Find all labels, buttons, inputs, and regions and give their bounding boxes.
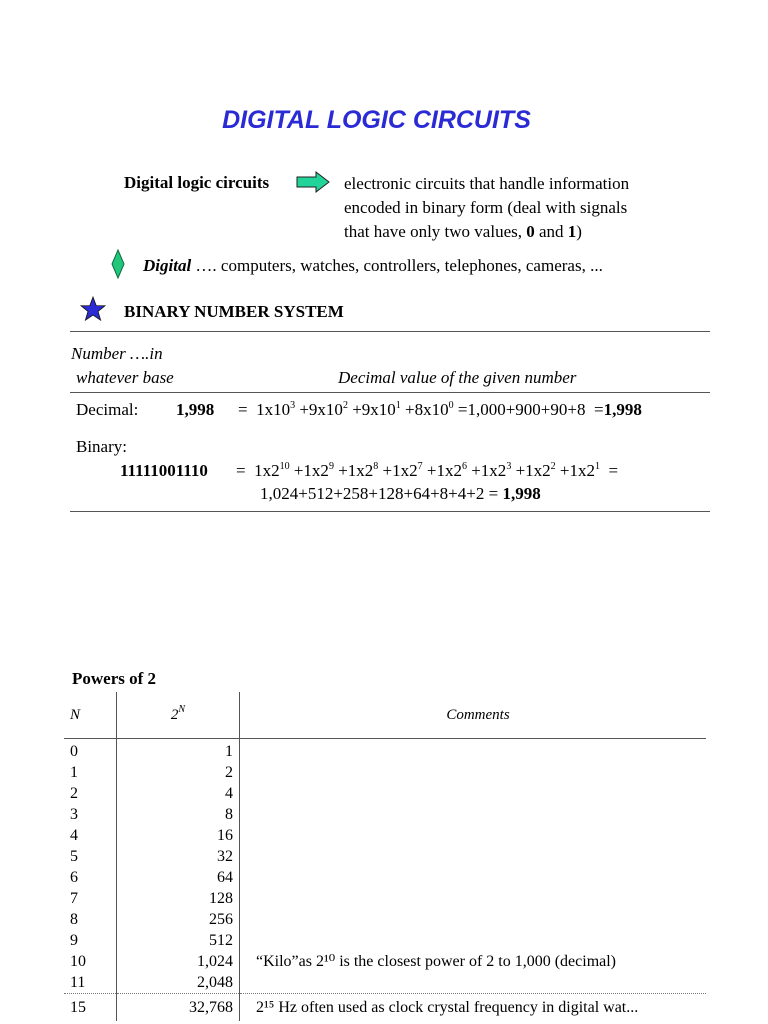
table-row bbox=[64, 867, 706, 888]
cell-power: 256 bbox=[117, 909, 240, 930]
cell-n: 10 bbox=[64, 951, 117, 972]
header-n: N bbox=[64, 692, 117, 739]
table-bottom-rule bbox=[70, 511, 710, 512]
cell-n: 2 bbox=[64, 783, 117, 804]
cell-comment: 2¹⁵ Hz often used as clock crystal frequency in digital wat... bbox=[240, 994, 707, 1022]
header-comments: Comments bbox=[240, 692, 707, 739]
header-number-line-2: whatever base bbox=[76, 368, 174, 387]
cell-n: 15 bbox=[64, 994, 117, 1022]
cell-power: 32,768 bbox=[117, 994, 240, 1022]
cell-power: 128 bbox=[117, 888, 240, 909]
right-arrow-icon bbox=[296, 171, 330, 193]
decimal-result: 1,998 bbox=[603, 400, 642, 419]
cell-power: 2 bbox=[117, 762, 240, 783]
cell-power: 8 bbox=[117, 804, 240, 825]
table-row bbox=[64, 909, 706, 930]
cell-n: 6 bbox=[64, 867, 117, 888]
table-row bbox=[64, 994, 706, 1022]
cell-comment bbox=[240, 930, 707, 951]
cell-comment bbox=[240, 825, 707, 846]
definition-text bbox=[344, 172, 704, 244]
table-row bbox=[64, 762, 706, 783]
table-row bbox=[64, 739, 706, 763]
table-row bbox=[64, 804, 706, 825]
cell-power: 2,048 bbox=[117, 972, 240, 994]
binary-sum: 1,024+512+258+128+64+8+4+2 = 1,998 bbox=[260, 484, 541, 503]
cell-comment bbox=[240, 867, 707, 888]
section-heading: BINARY NUMBER SYSTEM bbox=[124, 302, 344, 321]
page-title: DIGITAL LOGIC CIRCUITS bbox=[222, 106, 531, 134]
decimal-number: 1,998 bbox=[176, 400, 215, 419]
cell-n: 4 bbox=[64, 825, 117, 846]
cell-comment bbox=[240, 783, 707, 804]
header-power: $2^N$ bbox=[117, 692, 240, 739]
table-row bbox=[64, 783, 706, 804]
binary-label: Binary: bbox=[76, 437, 127, 456]
cell-comment: “Kilo”as 2¹⁰ is the closest power of 2 to 1,000 (decimal) bbox=[256, 953, 617, 970]
cell-n: 3 bbox=[64, 804, 117, 825]
definition-term: Digital logic circuits bbox=[124, 173, 270, 192]
definition-line-3: that have only two values, 0 and 1) bbox=[344, 222, 582, 241]
cell-power: 64 bbox=[117, 867, 240, 888]
table-header-rule bbox=[70, 392, 710, 393]
cell-n: 5 bbox=[64, 846, 117, 867]
cell-comment bbox=[240, 972, 707, 994]
table-row bbox=[64, 846, 706, 867]
cell-n: 7 bbox=[64, 888, 117, 909]
digital-examples: Digital …. computers, watches, controllers, telephones, cameras, ... bbox=[143, 256, 603, 275]
powers-heading: Powers of 2 bbox=[72, 669, 157, 688]
cell-comment bbox=[240, 739, 707, 763]
star-bullet-icon bbox=[80, 296, 106, 322]
table-row bbox=[64, 888, 706, 909]
header-decimal-value: Decimal value of the given number bbox=[338, 368, 577, 387]
cell-n: 0 bbox=[64, 739, 117, 763]
diamond-bullet-icon bbox=[111, 249, 125, 279]
decimal-label: Decimal: bbox=[76, 400, 139, 419]
cell-power: 4 bbox=[117, 783, 240, 804]
cell-comment bbox=[240, 762, 707, 783]
cell-comment bbox=[240, 804, 707, 825]
cell-comment bbox=[240, 909, 707, 930]
header-number-line-1: Number ….in bbox=[71, 344, 163, 363]
definition-line-2: encoded in binary form (deal with signals bbox=[344, 198, 628, 217]
cell-comment bbox=[240, 846, 707, 867]
table-row bbox=[64, 825, 706, 846]
cell-power: 512 bbox=[117, 930, 240, 951]
powers-table bbox=[64, 692, 706, 1021]
cell-comment bbox=[240, 888, 707, 909]
table-row bbox=[64, 951, 706, 972]
table-row bbox=[64, 972, 706, 994]
binary-result: 1,998 bbox=[502, 484, 541, 503]
decimal-expansion: = $1x10^3 +9x10^2 +9x10^1 +8x10^0 =1,000+900+90+8 =1,998$ bbox=[238, 400, 642, 419]
cell-n: 1 bbox=[64, 762, 117, 783]
binary-number: 11111001110 bbox=[120, 461, 208, 480]
cell-power: 1 bbox=[117, 739, 240, 763]
cell-power: 1,024 bbox=[117, 951, 240, 972]
powers-header-row bbox=[64, 692, 706, 739]
table-row bbox=[64, 930, 706, 951]
cell-n: 8 bbox=[64, 909, 117, 930]
cell-power: 32 bbox=[117, 846, 240, 867]
powers-body bbox=[64, 739, 706, 1022]
cell-power: 16 bbox=[117, 825, 240, 846]
table-top-rule bbox=[70, 331, 710, 332]
binary-expansion: = $1x2^{10} +1x2^9 +1x2^8 +1x2^7 +1x2^6 +1x2^3 +1x2^2 +1x2^1$ = bbox=[236, 461, 619, 480]
cell-n: 9 bbox=[64, 930, 117, 951]
cell-n: 11 bbox=[64, 972, 117, 994]
definition-line-1: electronic circuits that handle information bbox=[344, 174, 630, 193]
